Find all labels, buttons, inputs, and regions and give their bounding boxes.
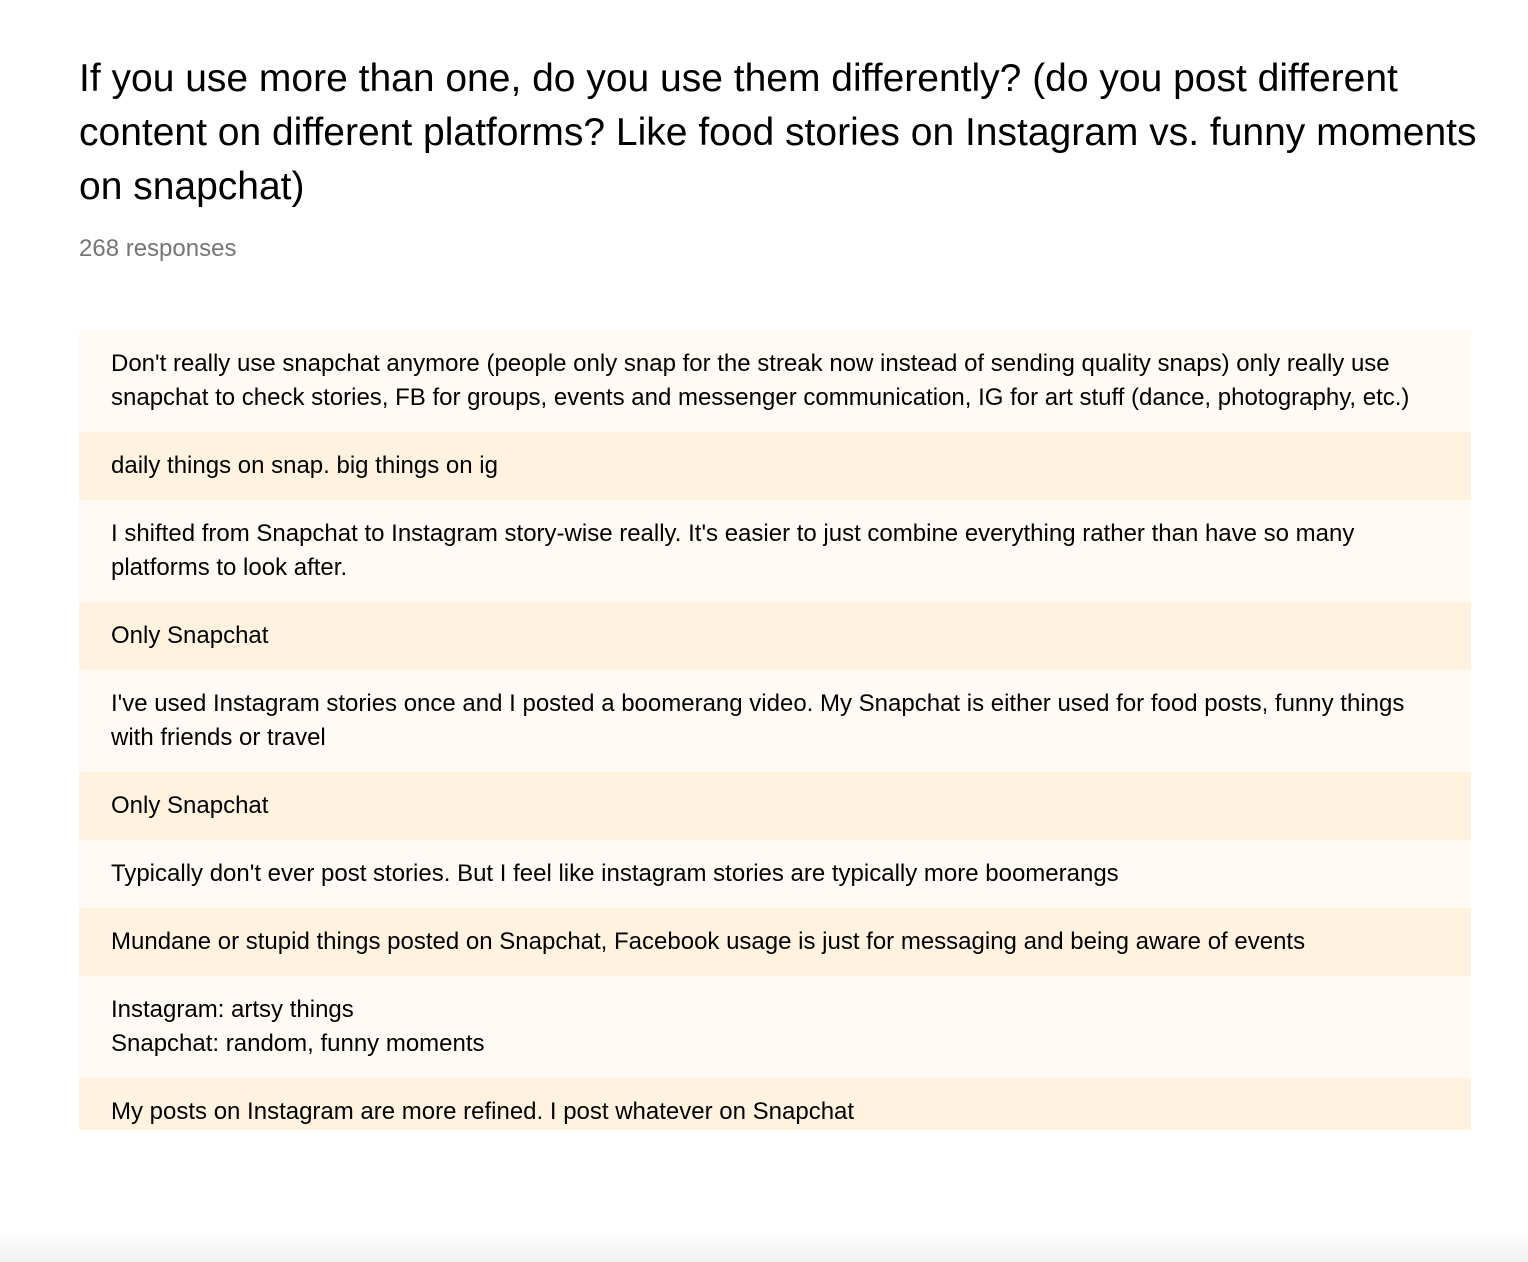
response-item: Typically don't ever post stories. But I feel like instagram stories are typically more boomerangs bbox=[79, 840, 1471, 908]
question-title: If you use more than one, do you use them differently? (do you post different content on different platforms? Like food stories on Instagram vs. funny moments on snapchat) bbox=[79, 57, 1477, 208]
response-item: Mundane or stupid things posted on Snapchat, Facebook usage is just for messaging and being aware of events bbox=[79, 908, 1471, 976]
response-list bbox=[79, 330, 1471, 1130]
response-item: My posts on Instagram are more refined. I post whatever on Snapchat bbox=[79, 1078, 1471, 1130]
response-item: Don't really use snapchat anymore (people only snap for the streak now instead of sending quality snaps) only really use snapchat to check stories, FB for groups, events and messenger communication, IG for art stuff (dance, photography, etc.) bbox=[79, 330, 1471, 432]
response-count: 268 responses bbox=[79, 235, 237, 262]
response-item: Only Snapchat bbox=[79, 772, 1471, 840]
response-item: I've used Instagram stories once and I posted a boomerang video. My Snapchat is either used for food posts, funny things with friends or travel bbox=[79, 670, 1471, 772]
responses-scroll-area[interactable] bbox=[79, 330, 1471, 1130]
response-item: Only Snapchat bbox=[79, 602, 1471, 670]
response-item: daily things on snap. big things on ig bbox=[79, 432, 1471, 500]
bottom-divider bbox=[0, 1232, 1528, 1262]
response-item: I shifted from Snapchat to Instagram story-wise really. It's easier to just combine everything rather than have so many platforms to look after. bbox=[79, 500, 1471, 602]
response-item: Instagram: artsy things Snapchat: random, funny moments bbox=[79, 976, 1471, 1078]
